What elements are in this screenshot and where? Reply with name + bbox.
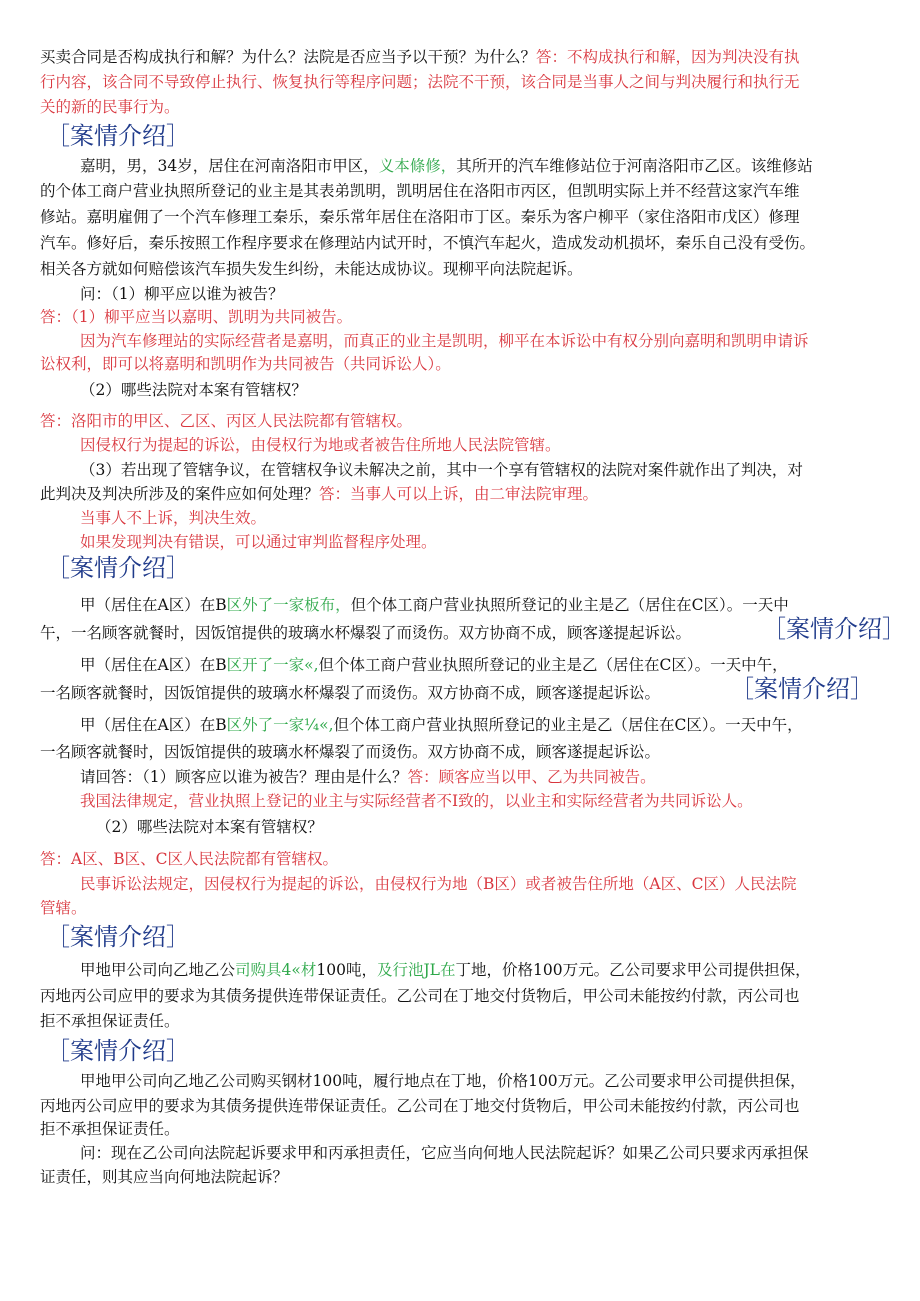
case1-reason-1a: 因为汽车修理站的实际经营者是嘉明，而真正的业主是凯明，柳平在本诉讼中有权分别向嘉明和凯明申请诉 [80, 332, 809, 350]
case2-text-cont: 但个体工商户营业执照所登记的业主是乙（居住在C区）。一天中 [350, 596, 789, 614]
case3-text-3: 丁地，价格100万元。乙公司要求甲公司提供担保， [455, 961, 811, 979]
case3-para-3: 拒不承担保证责任。 [40, 1012, 180, 1030]
case3-highlight-1: 司购具4«材 [235, 961, 317, 979]
case1-answer-3b: 如果发现判决有错误，可以通过审判监督程序处理。 [80, 533, 437, 551]
intro-line-3: 关的新的民事行为。 [40, 98, 180, 116]
case1-para-4: 汽车。修好后，秦乐按照工作程序要求在修理站内试开时，不慎汽车起火，造成发动机损坏，秦乐自己没有受伤。 [40, 234, 816, 252]
case1-question-3a: （3）若出现了管辖争议，在管辖权争议未解决之前，其中一个享有管辖权的法院对案件就作出了判决，对 [80, 461, 803, 479]
case1-question-2: （2）哪些法院对本案有管辖权？ [80, 381, 307, 399]
case3-highlight-2: 及行池JL在 [376, 961, 456, 979]
case1-answer-1: 答：（1）柳平应当以嘉明、凯明为共同被告。 [40, 308, 353, 326]
case-heading-5: ［案情介绍］ [46, 923, 190, 951]
case-heading-4: ［案情介绍］ [730, 675, 874, 703]
case1-question-3b [40, 483, 892, 505]
intro-question: 买卖合同是否构成执行和解？为什么？法院是否应当予以干预？为什么？ [40, 48, 537, 66]
case1-para-5: 相关各方就如何赔偿该汽车损失发生纠纷，未能达成协议。现柳平向法院起诉。 [40, 260, 583, 278]
case-heading-6: ［案情介绍］ [46, 1037, 190, 1065]
case1-question-1: 问：（1）柳平应以谁为被告？ [80, 285, 284, 303]
case3-text-2: 100吨， [316, 961, 377, 979]
case1-highlight: 义本條修， [378, 157, 457, 175]
case2-text-3: 甲（居住在A区）在B [80, 716, 227, 734]
case2-answer-2: 答：A区、B区、C区人民法院都有管辖权。 [40, 850, 338, 868]
case-heading-1: ［案情介绍］ [46, 122, 190, 150]
case3-para-2: 丙地丙公司应甲的要求为其债务提供连带保证责任。乙公司在丁地交付货物后，甲公司未能按约付款，丙公司也 [40, 987, 800, 1005]
case2-text-2: 甲（居住在A区）在B [80, 656, 227, 674]
case2-question-1-text: 请回答：（1）顾客应以谁为被告？理由是什么？ [80, 768, 408, 786]
case3-para-1 [80, 959, 892, 981]
case-heading-2: ［案情介绍］ [46, 554, 190, 582]
case2-reason-1: 我国法律规定，营业执照上登记的业主与实际经营者不I致的，以业主和实际经营者为共同诉讼人。 [80, 792, 753, 810]
case1-para-3: 修站。嘉明雇佣了一个汽车修理工秦乐，秦乐常年居住在洛阳市丁区。秦乐为客户柳平（家住洛阳市戊区）修理 [40, 208, 800, 226]
case2-text-2-cont: 但个体工商户营业执照所登记的业主是乙（居住在C区）。一天中午， [318, 656, 788, 674]
case2-para-5 [80, 714, 892, 736]
case1-answer-3a: 当事人不上诉，判决生效。 [80, 509, 267, 527]
case-heading-3: ［案情介绍］ [762, 615, 906, 643]
case2-para-2: 午，一名顾客就餐时，因饭馆提供的玻璃水杯爆裂了而烫伤。双方协商不成，顾客遂提起诉讼。 [40, 624, 692, 642]
case2-answer-1: 答：顾客应当以甲、乙为共同被告。 [407, 768, 656, 786]
case3-text: 甲地甲公司向乙地乙公 [80, 961, 236, 979]
case4-para-1: 甲地甲公司向乙地乙公司购买钢材100吨，履行地点在丁地，价格100万元。乙公司要求甲公司提供担保， [80, 1072, 806, 1090]
case1-text: 嘉明，男，34岁，居住在河南洛阳市甲区， [80, 157, 379, 175]
case1-reason-1b: 讼权利，即可以将嘉明和凯明作为共同被告（共同诉讼人）。 [40, 355, 451, 373]
case4-para-3: 拒不承担保证责任。 [40, 1120, 180, 1138]
case2-text: 甲（居住在A区）在B [80, 596, 227, 614]
case1-para-1 [80, 155, 892, 177]
case2-text-3-cont: 但个体工商户营业执照所登记的业主是乙（居住在C区）。一天中午， [333, 716, 803, 734]
case2-para-1 [80, 594, 892, 616]
case2-question-2: （2）哪些法院对本案有管辖权？ [96, 818, 323, 836]
case1-reason-2: 因侵权行为提起的诉讼，由侵权行为地或者被告住所地人民法院管辖。 [80, 436, 561, 454]
case2-highlight-3: 区外了一家¼«, [226, 716, 334, 734]
intro-line-1 [40, 46, 892, 68]
case2-reason-2b: 管辖。 [40, 899, 87, 917]
case4-question-2: 证责任，则其应当向何地法院起诉？ [40, 1168, 289, 1186]
intro-answer: 答：不构成执行和解，因为判决没有执 [536, 48, 800, 66]
case1-answer-2: 答：洛阳市的甲区、乙区、丙区人民法院都有管辖权。 [40, 412, 413, 430]
case1-question-3-text: 此判决及判决所涉及的案件应如何处理？ [40, 485, 320, 503]
case2-para-6: 一名顾客就餐时，因饭馆提供的玻璃水杯爆裂了而烫伤。双方协商不成，顾客遂提起诉讼。 [40, 743, 661, 761]
case4-para-2: 丙地丙公司应甲的要求为其债务提供连带保证责任。乙公司在丁地交付货物后，甲公司未能按约付款，丙公司也 [40, 1097, 800, 1115]
case1-para-2: 的个体工商户营业执照所登记的业主是其表弟凯明，凯明居住在洛阳市丙区，但凯明实际上并不经营这家汽车维 [40, 182, 800, 200]
case2-highlight-1: 区外了一家板布， [226, 596, 351, 614]
case2-para-3 [80, 654, 892, 676]
case2-reason-2a: 民事诉讼法规定，因侵权行为提起的诉讼，由侵权行为地（B区）或者被告住所地（A区、C区）人民法院 [80, 875, 797, 893]
case2-highlight-2: 区开了一家«, [226, 656, 319, 674]
case4-question-1: 问：现在乙公司向法院起诉要求甲和丙承担责任，它应当向何地人民法院起诉？如果乙公司只要求丙承担保 [80, 1144, 809, 1162]
case2-para-4: 一名顾客就餐时，因饭馆提供的玻璃水杯爆裂了而烫伤。双方协商不成，顾客遂提起诉讼。 [40, 684, 661, 702]
case1-text-cont: 其所开的汽车维修站位于河南洛阳市乙区。该维修站 [456, 157, 813, 175]
intro-line-2: 行内容，该合同不导致停止执行、恢复执行等程序问题；法院不干预，该合同是当事人之间与判决履行和执行无 [40, 73, 800, 91]
case1-answer-3: 答：当事人可以上诉，由二审法院审理。 [319, 485, 599, 503]
case2-question-1 [80, 766, 920, 788]
